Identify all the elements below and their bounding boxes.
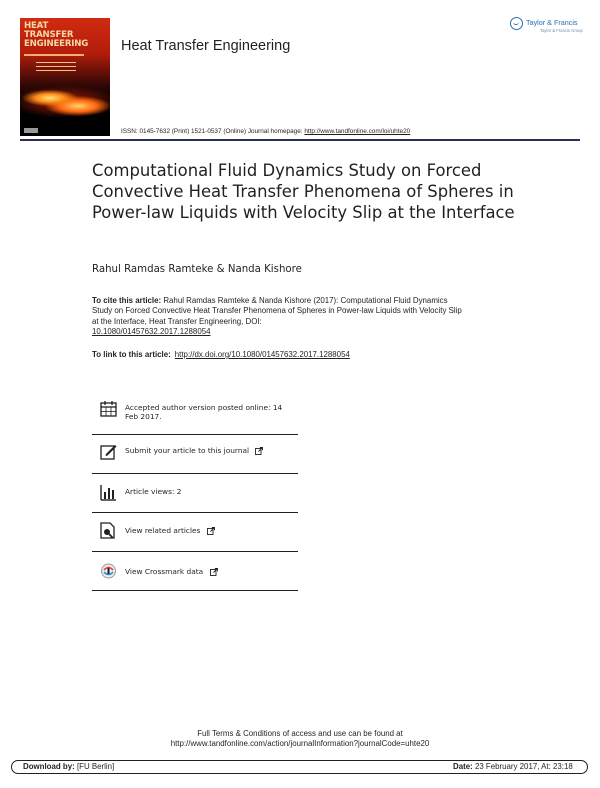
document-search-icon [100, 522, 117, 539]
cover-decoration [24, 54, 84, 56]
views-text: Article views: 2 [125, 487, 182, 496]
accepted-text: Accepted author version posted online: 14 Feb 2017. [125, 403, 283, 422]
journal-cover-image [20, 18, 110, 136]
related-row[interactable] [92, 513, 298, 552]
download-date [453, 761, 573, 773]
cover-publisher-logo [24, 128, 38, 133]
cite-doi-link[interactable]: 10.1080/01457632.2017.1288054 [92, 326, 211, 336]
related-text: View related articles [125, 526, 201, 535]
publisher-logo-sub: Taylor & Francis Group [540, 28, 583, 33]
terms-line: Full Terms & Conditions of access and use can be found at [197, 729, 403, 738]
article-authors: Rahul Ramdas Ramteke & Nanda Kishore [92, 264, 302, 275]
cover-title [24, 22, 106, 48]
journal-homepage-link[interactable]: http://www.tandfonline.com/loi/uhte20 [304, 128, 411, 135]
cover-title-line: TRANSFER [24, 29, 74, 40]
cover-flame-graphic [20, 80, 110, 122]
edit-icon [100, 443, 117, 460]
cover-title-line: HEAT [24, 21, 49, 31]
submit-text: Submit your article to this journal [125, 446, 250, 455]
submit-link[interactable] [125, 446, 295, 455]
journal-name: Heat Transfer Engineering [121, 38, 291, 54]
issn-text: ISSN: 0145-7632 (Print) 1521-0537 (Online) Journal homepage: [121, 128, 305, 135]
download-info-bar [11, 760, 588, 774]
cover-decoration [36, 62, 76, 74]
date-value: 23 February 2017, At: 23:18 [474, 762, 573, 771]
citation-block [92, 296, 467, 337]
article-link-line [92, 350, 350, 359]
date-label: Date: [453, 762, 473, 771]
related-articles-link[interactable] [125, 526, 295, 535]
crossmark-text: View Crossmark data [125, 567, 204, 576]
submit-row[interactable] [92, 435, 298, 474]
crossmark-row[interactable] [92, 552, 298, 591]
terms-footer [0, 729, 600, 750]
cover-title-line: ENGINEERING [24, 38, 89, 49]
cite-label: To cite this article: [92, 296, 162, 305]
external-link-icon [207, 527, 215, 535]
article-info-panel [92, 396, 298, 591]
views-row [92, 474, 298, 513]
accepted-row [92, 396, 298, 435]
bar-chart-icon [100, 484, 117, 501]
publisher-logo-name: Taylor & Francis [526, 18, 578, 27]
external-link-icon [210, 568, 218, 576]
downloaded-by [23, 761, 114, 773]
header-divider [20, 139, 580, 141]
crossmark-icon [100, 563, 117, 580]
publisher-logo-icon [510, 17, 523, 30]
external-link-icon [255, 447, 263, 455]
terms-url-link[interactable]: http://www.tandfonline.com/action/journalInformation?journalCode=uhte20 [170, 739, 430, 749]
downloaded-label: Download by: [23, 762, 75, 771]
downloaded-value: [FU Berlin] [76, 762, 115, 771]
link-label: To link to this article: [92, 350, 171, 359]
calendar-icon [100, 400, 117, 417]
crossmark-link[interactable] [125, 567, 295, 576]
article-title: Computational Fluid Dynamics Study on Forced Convective Heat Transfer Phenomena of Spheres in Power-law Liquids with Velocity Slip at the Interface [92, 161, 515, 222]
article-doi-link[interactable]: http://dx.doi.org/10.1080/01457632.2017.1288054 [174, 350, 350, 359]
cite-text: Rahul Ramdas Ramteke & Nanda Kishore (2017): Computational Fluid Dynamics Study on Forced Convective Heat Transfer Phenomena of Spheres in Power-law Liquids with Velocity Slip at the Interface, Heat Transfer Engineering, DOI: [92, 296, 462, 326]
publisher-logo[interactable] [510, 15, 588, 37]
issn-line [121, 128, 410, 135]
